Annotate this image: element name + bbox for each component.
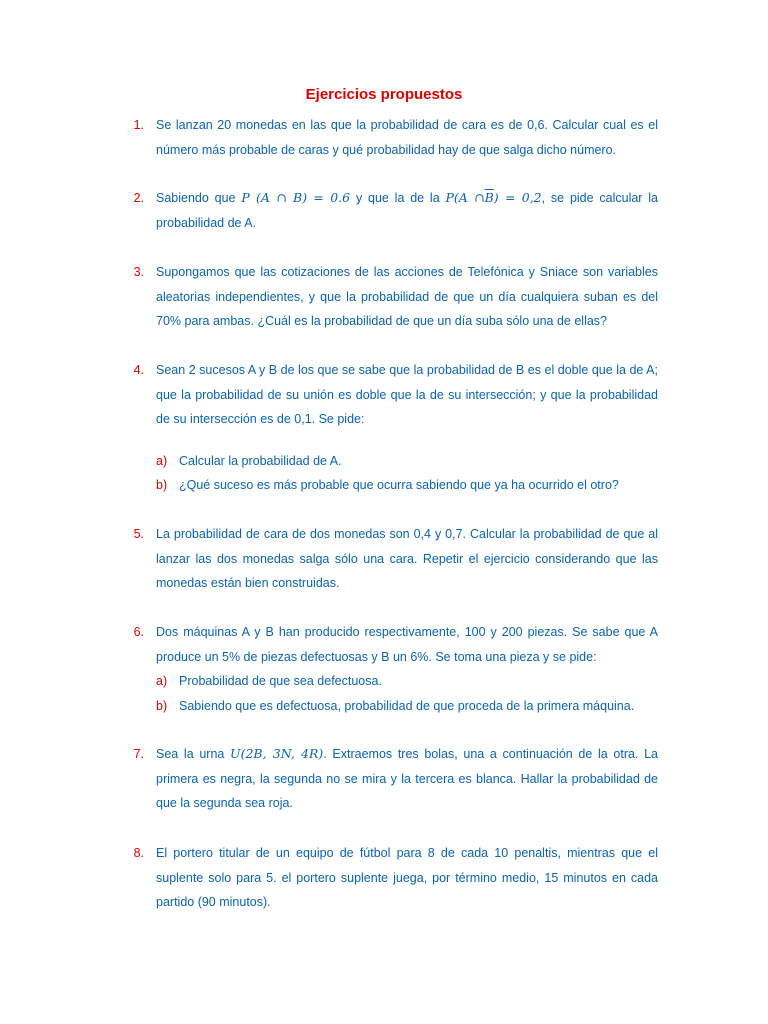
subitem-text: Sabiendo que es defectuosa, probabilidad de que proceda de la primera máquina. [179, 698, 635, 713]
exercise-7 [0, 742, 768, 816]
page-title: Ejercicios propuestos [305, 86, 463, 103]
subitem-letter: b) [156, 478, 168, 492]
exercise-text: El portero titular de un equipo de fútbol para 8 de cada 10 penaltis, mientras que el suplente solo para 5. el portero suplente juega, por término medio, 15 minutos en cada partido (90 minutos). [156, 846, 658, 909]
complement-symbol: $\overline{B}$ [484, 190, 494, 205]
subitem-letter: a) [156, 453, 168, 468]
exercise-number: 3. [133, 265, 144, 279]
subitem-text: ¿Qué suceso es más probable que ocurra sabiendo que ya ha ocurrido el otro? [179, 478, 619, 492]
math-expression: P (A ∩ B) = 0.6 [241, 190, 351, 205]
subitem-letter: b) [156, 698, 168, 713]
text-segment: . Extraemos tres bolas, una a continuación de la otra. La primera es negra, la segunda no se mira y la tercera es blanca. Hallar la probabilidad de que la segunda sea roja. [156, 747, 659, 810]
subitem-b [0, 473, 768, 498]
math-expression: U(2B, 3N, 4R) [230, 746, 324, 761]
subitem-letter: a) [156, 674, 168, 688]
subitem-a [0, 449, 768, 474]
math-part: P(A ∩ [445, 190, 485, 205]
exercise-number: 5. [133, 527, 144, 541]
exercise-text: Supongamos que las cotizaciones de las acciones de Telefónica y Sniace son variables aleatorias independientes, y que la probabilidad de que un día cualquiera suban es del 70% para ambas. ¿Cuál es la probabilidad de que un día suba sólo una de ellas? [156, 265, 658, 328]
exercise-number: 8. [133, 846, 144, 860]
subitem-text: Probabilidad de que sea defectuosa. [179, 674, 382, 688]
exercise-8 [0, 841, 768, 915]
exercise-number: 4. [133, 363, 144, 377]
exercise-3 [0, 260, 768, 334]
exercise-2 [0, 186, 768, 235]
subitem-text: Calcular la probabilidad de A. [179, 453, 342, 468]
text-segment: , se pide calcular la probabilidad de A. [156, 191, 659, 230]
text-segment: Sabiendo que [156, 191, 236, 205]
exercise-number: 1. [133, 118, 144, 132]
exercise-text: Sean 2 sucesos A y B de los que se sabe que la probabilidad de B es el doble que la de A; que la probabilidad de su unión es doble que la de su intersección; y que la probabilidad de su intersección es de 0,1. Se pide: [156, 363, 658, 426]
exercise-text [156, 742, 658, 816]
text-segment: Sea la urna [156, 747, 225, 761]
math-expression [445, 190, 541, 205]
exercise-text: Dos máquinas A y B han producido respectivamente, 100 y 200 piezas. Se sabe que A produce un 5% de piezas defectuosas y B un 6%. Se toma una pieza y se pide: [156, 625, 658, 664]
exercise-text: La probabilidad de cara de dos monedas son 0,4 y 0,7. Calcular la probabilidad de que al lanzar las dos monedas salga sólo una cara. Repetir el ejercicio considerando que las monedas están bien construidas. [156, 527, 658, 590]
exercise-number: 7. [133, 747, 144, 761]
exercise-4 [0, 358, 768, 498]
math-part: ) = 0,2 [493, 190, 542, 205]
text-segment: y que la de la [355, 191, 440, 205]
subitem-b [0, 694, 768, 719]
exercise-text [156, 186, 658, 235]
exercise-number: 2. [133, 191, 144, 205]
exercise-1 [0, 113, 768, 162]
exercise-6 [0, 620, 768, 718]
subitem-a [0, 669, 768, 694]
exercise-5 [0, 522, 768, 596]
exercise-number: 6. [133, 625, 144, 639]
exercise-text: Se lanzan 20 monedas en las que la probabilidad de cara es de 0,6. Calcular cual es el número más probable de caras y qué probabilidad hay de que salga dicho número. [156, 118, 658, 157]
